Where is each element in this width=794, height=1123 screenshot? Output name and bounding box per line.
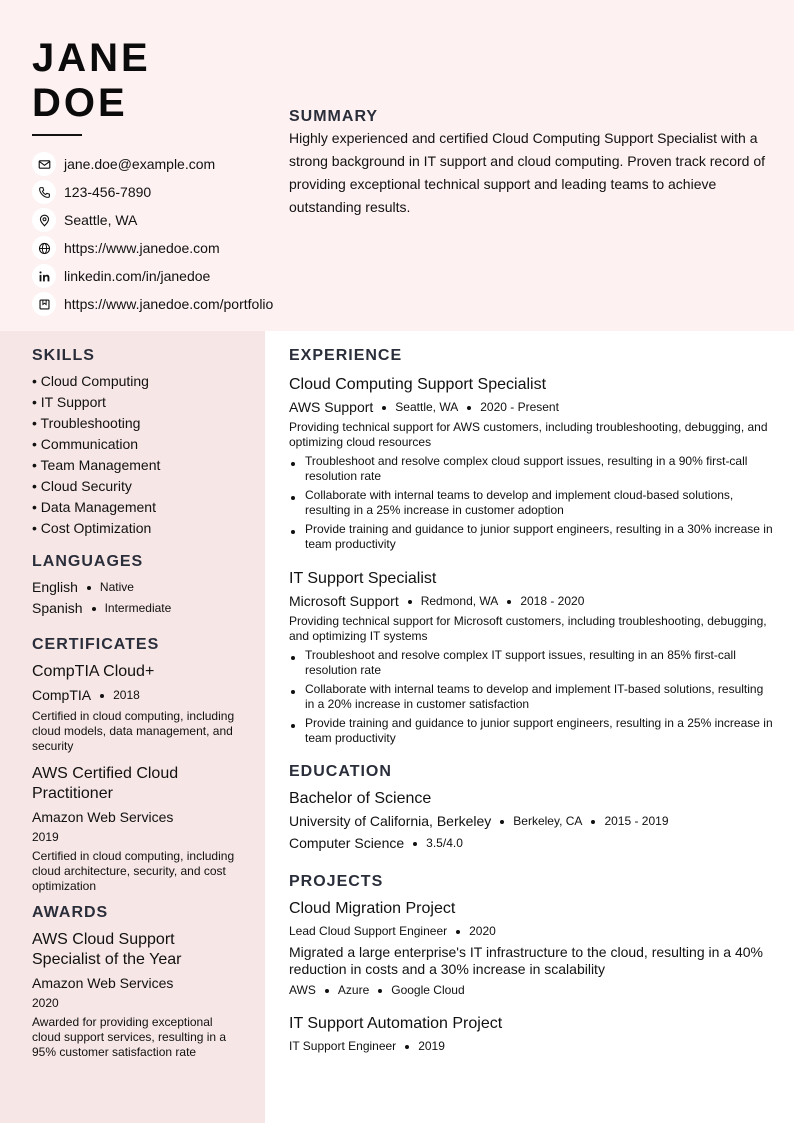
project-title: Cloud Migration Project [289, 900, 456, 917]
project-date: 2020 [469, 924, 496, 938]
experience-section [289, 347, 774, 746]
job-title: Cloud Computing Support Specialist [289, 376, 547, 393]
award-date: 2020 [32, 996, 59, 1010]
education-heading: EDUCATION [289, 763, 392, 780]
certificate-description: Certified in cloud computing, including cloud models, data management, and security [32, 709, 235, 753]
skill-item: • Data Management [32, 499, 156, 515]
awards-heading: AWARDS [32, 904, 109, 921]
job-location: Seattle, WA [395, 400, 459, 414]
language-level: Native [99, 580, 134, 594]
skill-item: • Team Management [32, 457, 161, 473]
certificate-meta [32, 685, 242, 706]
tech-tag: AWS [289, 983, 316, 997]
separator-dot [500, 820, 504, 824]
skill-item: • Cloud Security [32, 478, 132, 494]
name-block [32, 36, 252, 136]
education-location: Berkeley, CA [513, 814, 583, 828]
portfolio-icon [32, 292, 56, 316]
separator-dot [87, 586, 91, 590]
award-description: Awarded for providing exceptional cloud support services, resulting in a 95% customer satisfaction rate [32, 1015, 227, 1059]
job-bullet: Troubleshoot and resolve complex IT support issues, resulting in an 85% first-call resolution rate [289, 648, 774, 678]
language-name: English [32, 579, 78, 595]
tech-tag: Google Cloud [391, 983, 465, 997]
location-text: Seattle, WA [64, 212, 138, 228]
job-company: Microsoft Support [289, 593, 399, 609]
education-field: Computer Science [289, 835, 405, 851]
job-dates: 2018 - 2020 [520, 594, 585, 608]
job-bullet: Collaborate with internal teams to develop and implement cloud-based solutions, resulting in a 25% increase in customer adoption [289, 488, 774, 518]
certificate-name: CompTIA Cloud+ [32, 663, 155, 680]
award-issuer: Amazon Web Services [32, 975, 174, 991]
separator-dot [92, 607, 96, 611]
certificate-issuer: Amazon Web Services [32, 809, 174, 825]
job-title: IT Support Specialist [289, 570, 437, 587]
award-name: AWS Cloud Support Specialist of the Year [32, 931, 182, 968]
phone-text: 123-456-7890 [64, 184, 152, 200]
job-bullets [289, 454, 774, 552]
portfolio-text: https://www.janedoe.com/portfolio [64, 296, 274, 312]
contact-linkedin[interactable] [32, 262, 332, 290]
name-divider [32, 134, 82, 136]
separator-dot [507, 600, 511, 604]
skill-item: • Communication [32, 436, 139, 452]
project-meta [289, 922, 774, 941]
language-item [32, 598, 242, 619]
contact-location [32, 206, 332, 234]
experience-item [289, 569, 774, 746]
contact-list [32, 150, 332, 318]
projects-section [289, 873, 774, 1056]
separator-dot [405, 1045, 409, 1049]
project-description: Migrated a large enterprise's IT infrastructure to the cloud, resulting in a 40% reduction in costs and a 30% increase in scalability [289, 944, 763, 977]
skill-item: • Troubleshooting [32, 415, 141, 431]
awards-section [32, 904, 242, 1060]
contact-email[interactable] [32, 150, 332, 178]
education-meta [289, 812, 774, 831]
job-meta [289, 398, 774, 417]
skill-item: • IT Support [32, 394, 106, 410]
summary-section [289, 108, 769, 219]
certificate-date: 2019 [32, 830, 59, 844]
globe-icon [32, 236, 56, 260]
project-date: 2019 [418, 1039, 445, 1053]
job-location: Redmond, WA [420, 594, 499, 608]
job-bullet: Provide training and guidance to junior support engineers, resulting in a 30% increase in team productivity [289, 522, 774, 552]
languages-section [32, 553, 242, 619]
phone-icon [32, 180, 56, 204]
project-title: IT Support Automation Project [289, 1015, 503, 1032]
certificate-description: Certified in cloud computing, including cloud architecture, security, and cost optimization [32, 849, 235, 893]
job-dates: 2020 - Present [480, 400, 559, 414]
summary-heading: SUMMARY [289, 108, 379, 125]
project-item [289, 1014, 774, 1056]
job-bullets [289, 648, 774, 746]
summary-text: Highly experienced and certified Cloud Computing Support Specialist with a strong background in IT support and cloud computing. Proven track record of providing exceptional technical support and leading teams to achieve outstanding results. [289, 130, 766, 215]
separator-dot [100, 694, 104, 698]
certificates-section [32, 636, 242, 894]
certificate-issuer: CompTIA [32, 687, 92, 703]
education-school: University of California, Berkeley [289, 813, 492, 829]
language-level: Intermediate [104, 601, 172, 615]
job-meta [289, 592, 774, 611]
linkedin-text: linkedin.com/in/janedoe [64, 268, 211, 284]
separator-dot [456, 930, 460, 934]
education-section [289, 763, 774, 853]
separator-dot [382, 406, 386, 410]
projects-heading: PROJECTS [289, 873, 384, 890]
separator-dot [467, 406, 471, 410]
project-role: Lead Cloud Support Engineer [289, 924, 448, 938]
languages-heading: LANGUAGES [32, 553, 144, 570]
education-gpa: 3.5/4.0 [426, 836, 463, 850]
experience-heading: EXPERIENCE [289, 347, 403, 364]
job-bullet: Provide training and guidance to junior support engineers, resulting in a 25% increase in team productivity [289, 716, 774, 746]
separator-dot [408, 600, 412, 604]
main-content [289, 347, 774, 1072]
project-meta [289, 1037, 774, 1056]
contact-portfolio[interactable] [32, 290, 332, 318]
website-text: https://www.janedoe.com [64, 240, 220, 256]
project-item [289, 899, 774, 1000]
certificate-item [32, 662, 242, 754]
job-description: Providing technical support for AWS customers, including troubleshooting, debugging, and optimizing cloud resources [289, 420, 768, 449]
mail-icon [32, 152, 56, 176]
job-bullet: Collaborate with internal teams to develop and implement IT-based solutions, resulting in a 20% increase in customer satisfaction [289, 682, 774, 712]
last-name: DOE [32, 81, 128, 125]
sidebar [32, 347, 242, 1070]
first-name: JANE [32, 36, 151, 80]
job-description: Providing technical support for Microsoft customers, including troubleshooting, debugging, and optimizing IT systems [289, 614, 767, 643]
certificates-heading: CERTIFICATES [32, 636, 160, 653]
separator-dot [591, 820, 595, 824]
contact-phone[interactable] [32, 178, 332, 206]
linkedin-icon [32, 264, 56, 288]
experience-item [289, 375, 774, 552]
award-item [32, 930, 242, 1060]
contact-website[interactable] [32, 234, 332, 262]
email-text: jane.doe@example.com [64, 156, 216, 172]
certificate-name: AWS Certified Cloud Practitioner [32, 765, 179, 802]
separator-dot [378, 989, 382, 993]
separator-dot [413, 842, 417, 846]
language-item [32, 577, 242, 598]
certificate-item [32, 764, 242, 894]
job-company: AWS Support [289, 399, 374, 415]
skill-item: • Cloud Computing [32, 373, 149, 389]
skills-section [32, 347, 242, 539]
project-role: IT Support Engineer [289, 1039, 397, 1053]
language-name: Spanish [32, 600, 83, 616]
separator-dot [325, 989, 329, 993]
skills-heading: SKILLS [32, 347, 95, 364]
education-dates: 2015 - 2019 [604, 814, 669, 828]
education-field-row [289, 834, 774, 853]
job-bullet: Troubleshoot and resolve complex cloud support issues, resulting in a 90% first-call resolution rate [289, 454, 774, 484]
tech-tag: Azure [337, 983, 370, 997]
certificate-date: 2018 [113, 688, 140, 702]
education-degree: Bachelor of Science [289, 790, 432, 807]
project-tech [289, 981, 774, 1000]
map-pin-icon [32, 208, 56, 232]
skill-item: • Cost Optimization [32, 520, 152, 536]
